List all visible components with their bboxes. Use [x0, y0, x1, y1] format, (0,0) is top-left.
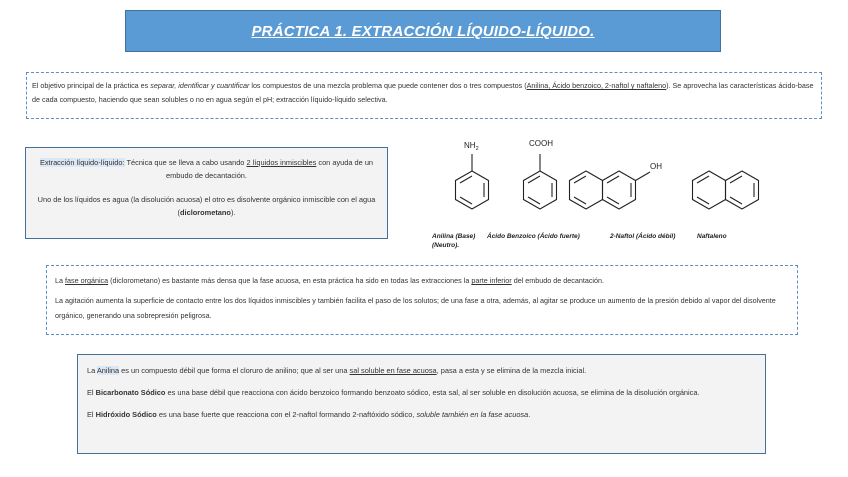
compound-part: es un compuesto débil que forma el cloruro de anilino; que al ser una — [119, 366, 350, 375]
compound-part: El — [87, 410, 96, 419]
compound-italic: soluble también en la fase acuosa — [416, 410, 529, 419]
compound-hidroxido — [87, 408, 756, 421]
definition-part: ). — [230, 208, 236, 217]
page-title — [125, 10, 721, 52]
phase-part: (diclorometano) es bastante más densa que la fase acuosa, en esta práctica ha sido en todas las extracciones la — [108, 276, 472, 285]
phase-part: del embudo de decantación. — [511, 276, 605, 285]
definition-part: con ayuda de un embudo de decantación. — [166, 158, 374, 180]
compound-part: es una base fuerte que reacciona con el 2-naftol formando 2-naftóxido sódico, — [156, 410, 417, 419]
compound-underline: sal soluble en fase acuosa — [349, 366, 437, 375]
label-neutro-text: (Neutro). — [432, 242, 460, 249]
objective-text — [32, 79, 816, 107]
objective-part: los compuestos de una mezcla problema que puede contener dos o tres compuestos ( — [249, 81, 527, 90]
objective-box — [26, 72, 822, 119]
definition-part: Uno de los líquidos es agua (la disolución acuosa) el otro es disolvente orgánico inmiscible con el agua ( — [37, 195, 376, 217]
phase-box — [46, 265, 798, 335]
definition-underline: 2 líquidos inmiscibles — [246, 158, 317, 167]
naftol-structure — [570, 171, 651, 209]
compound-part: . — [528, 410, 531, 419]
definition-box — [25, 147, 388, 239]
molecule-structures — [440, 132, 800, 228]
nh2-label: $NH_2$ — [464, 141, 479, 152]
compound-highlight: Anilina — [96, 366, 120, 375]
compound-bold: Bicarbonato Sódico — [95, 388, 166, 397]
compound-part: , pasa a esta y se elimina de la mezcla inicial. — [436, 366, 587, 375]
label-anilina-text: Anilina (Base) — [432, 233, 476, 240]
compounds-list: Anilina, Ácido benzoico, 2-naftol y naftaleno — [526, 81, 667, 90]
definition-term: Extracción líquido-líquido: — [39, 158, 125, 167]
label-naftaleno: Naftaleno — [697, 233, 727, 240]
definition-line-2 — [36, 193, 377, 219]
objective-part: ). Se aprovecha las características ácido-base de cada compuesto, haciendo que sean solubles o no en agua según el pH; extracción líquido-líquido selectiva. — [32, 81, 814, 104]
naftaleno-structure — [693, 171, 759, 209]
definition-bold: diclorometano — [180, 208, 231, 217]
cooh-label: COOH — [529, 139, 553, 148]
label-naftol: 2-Naftol (Ácido débil) — [610, 233, 676, 240]
compounds-box — [77, 354, 766, 454]
definition-line-1 — [36, 156, 377, 182]
compound-bold: Hidróxido Sódico — [95, 410, 157, 419]
acido-benzoico-structure — [524, 154, 557, 209]
compound-bicarbonato — [87, 386, 756, 399]
label-benzoico: Ácido Benzoico (Ácido fuerte) — [487, 233, 580, 240]
compound-part: El — [87, 388, 96, 397]
compound-anilina — [87, 364, 756, 377]
compound-part: La — [87, 366, 97, 375]
phase-underline: parte inferior — [471, 276, 512, 285]
objective-part: El objetivo principal de la práctica es — [32, 81, 151, 90]
compound-part: es una base débil que reacciona con ácido benzoico formando benzoato sódico, esta sal, al ser soluble en disolución acuosa, se elimina de la disolución orgánica. — [165, 388, 700, 397]
phase-line-2: La agitación aumenta la superficie de contacto entre los dos líquidos inmiscibles y también facilita el paso de los solutos; de una fase a otra, además, al agitar se produce un aumento de la presión debido al vapor del disolvente orgánico, generando una sobrepresión peligrosa. — [55, 296, 776, 320]
page-title-text: PRÁCTICA 1. EXTRACCIÓN LÍQUIDO-LÍQUIDO. — [251, 22, 595, 40]
definition-part: Técnica que se lleva a cabo usando — [124, 158, 247, 167]
phase-line-1 — [55, 273, 789, 288]
label-anilina — [432, 232, 475, 250]
oh-label: OH — [650, 162, 662, 171]
phase-underline: fase orgánica — [65, 276, 109, 285]
objective-italic: separar, identificar y cuantificar — [150, 81, 250, 90]
phase-part: La — [55, 276, 65, 285]
anilina-structure — [456, 154, 489, 209]
